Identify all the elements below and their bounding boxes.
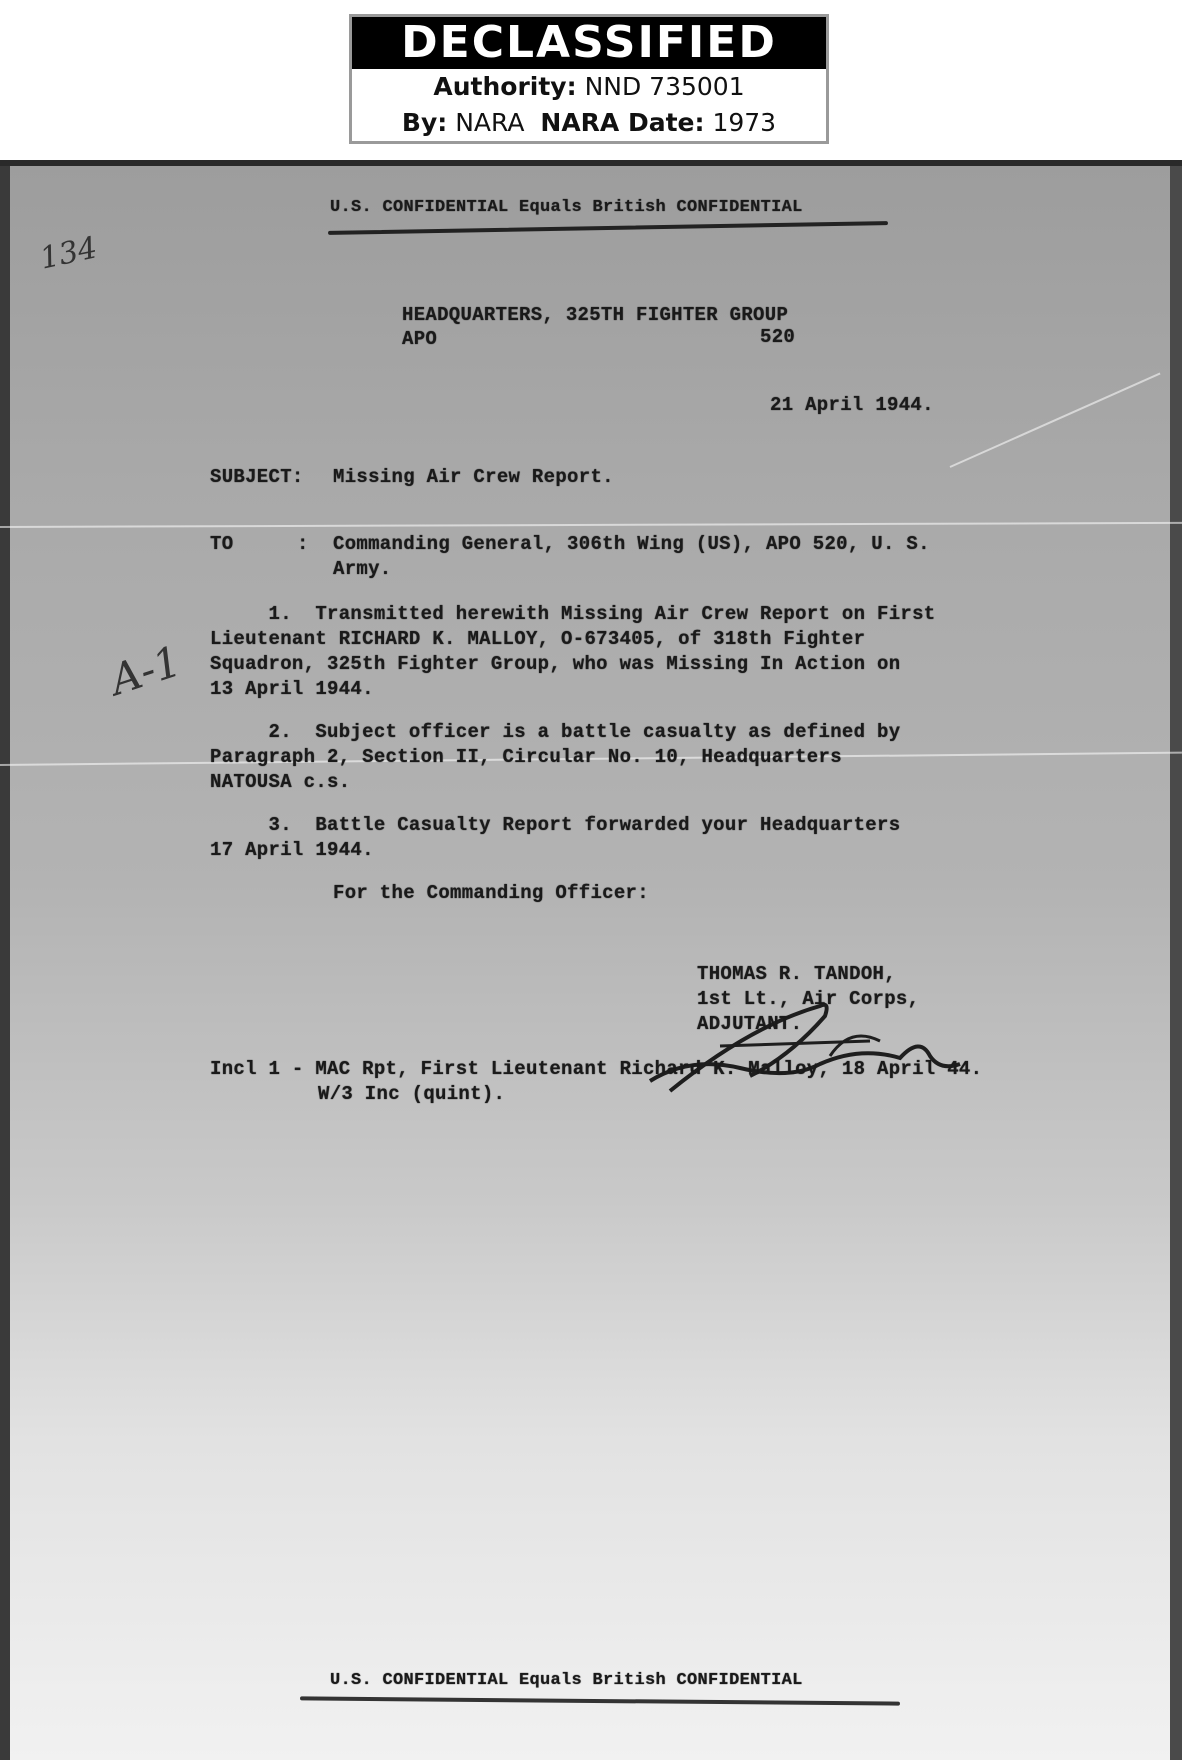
paragraph-1-line: 13 April 1944. [210, 678, 374, 700]
to-colon: : [297, 533, 309, 555]
to-label: TO [210, 533, 234, 555]
paragraph-1-line: Squadron, 325th Fighter Group, who was Missing In Action on [210, 653, 901, 675]
header-apo-label: APO [402, 328, 438, 350]
stamp-by-date [352, 105, 826, 141]
stamp-by-label: By: [401, 108, 448, 137]
inclosure-line-1: Incl 1 - MAC Rpt, First Lieutenant Richard K. Malloy, 18 April 44. [210, 1058, 983, 1080]
header-apo-number: 520 [760, 326, 796, 348]
signature-name: THOMAS R. TANDOH, [697, 963, 896, 985]
classification-bottom: U.S. CONFIDENTIAL Equals British CONFIDENTIAL [330, 1671, 803, 1690]
signature-title: ADJUTANT. [697, 1013, 803, 1035]
stamp-date-value: 1973 [712, 108, 777, 137]
stamp-title: DECLASSIFIED [352, 17, 826, 69]
document-date: 21 April 1944. [770, 394, 934, 416]
scan-scratch [0, 522, 1182, 528]
paragraph-2-line: Paragraph 2, Section II, Circular No. 10, Headquarters [210, 746, 842, 768]
signature-rank: 1st Lt., Air Corps, [697, 988, 920, 1010]
stamp-authority-value: NND 735001 [584, 72, 745, 101]
stamp-authority-label: Authority: [433, 72, 577, 101]
scanned-document [0, 160, 1182, 1760]
paragraph-1-line: 1. Transmitted herewith Missing Air Crew Report on First [210, 603, 936, 625]
paragraph-3-line: 3. Battle Casualty Report forwarded your Headquarters [210, 814, 901, 836]
paragraph-3-line: 17 April 1944. [210, 839, 374, 861]
classification-top-underline [328, 221, 888, 235]
subject-label: SUBJECT: [210, 466, 304, 488]
scan-edge-right [1170, 166, 1182, 1760]
stamp-date-label: NARA Date: [540, 108, 705, 137]
inclosure-line-2: W/3 Inc (quint). [318, 1083, 506, 1105]
margin-number: 134 [36, 230, 101, 277]
margin-note: A-1 [104, 636, 188, 705]
stamp-by-value: NARA [455, 108, 525, 137]
classification-bottom-underline [300, 1696, 900, 1705]
classification-top: U.S. CONFIDENTIAL Equals British CONFIDENTIAL [330, 198, 803, 217]
scan-scratch [950, 373, 1161, 468]
declassified-stamp [349, 14, 829, 144]
header-unit: HEADQUARTERS, 325TH FIGHTER GROUP [402, 304, 789, 326]
subject-value: Missing Air Crew Report. [333, 466, 614, 488]
paragraph-1-line: Lieutenant RICHARD K. MALLOY, O-673405, of 318th Fighter [210, 628, 866, 650]
closing-line: For the Commanding Officer: [333, 882, 649, 904]
to-line-1: Commanding General, 306th Wing (US), APO 520, U. S. [333, 533, 930, 555]
stamp-authority [352, 69, 826, 105]
paragraph-2-line: NATOUSA c.s. [210, 771, 351, 793]
paragraph-2-line: 2. Subject officer is a battle casualty as defined by [210, 721, 901, 743]
scan-edge-left [0, 166, 10, 1760]
to-line-2: Army. [333, 558, 392, 580]
